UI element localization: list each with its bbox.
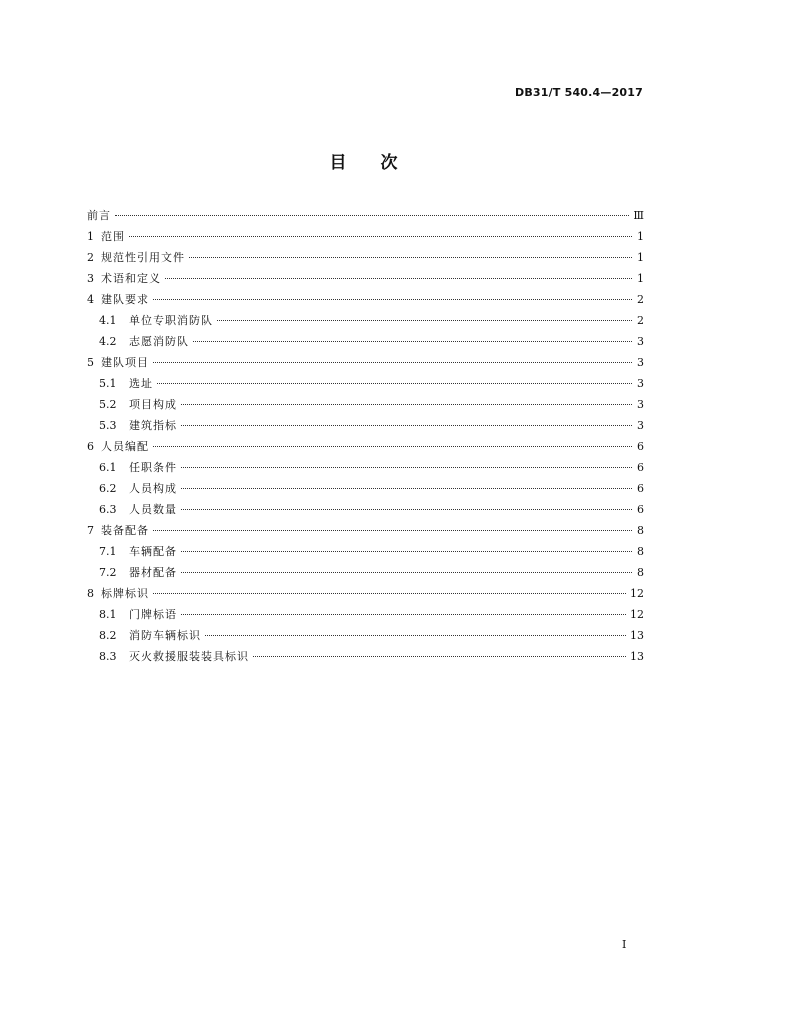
dot-leader <box>193 341 632 342</box>
toc-entry-number: 1 <box>87 230 94 243</box>
dot-leader <box>153 593 626 594</box>
toc-entry-label: 术语和定义 <box>101 272 161 285</box>
dot-leader <box>165 278 632 279</box>
document-code: DB31/T 540.4—2017 <box>515 86 643 99</box>
dot-leader <box>205 635 626 636</box>
toc-entry-number: 6 <box>87 440 94 453</box>
toc-entry[interactable] <box>87 541 644 562</box>
toc-entry-label: 任职条件 <box>129 461 177 474</box>
toc-entry[interactable] <box>87 205 644 226</box>
toc-entry-label: 建筑指标 <box>129 419 177 432</box>
dot-leader <box>115 215 629 216</box>
toc-entry-number: 7.1 <box>99 545 117 558</box>
toc-entry-label: 车辆配备 <box>129 545 177 558</box>
toc-entry[interactable] <box>87 436 644 457</box>
dot-leader <box>153 530 632 531</box>
toc-entry-number: 4.1 <box>99 314 117 327</box>
dot-leader <box>153 362 632 363</box>
toc-entry-page: 6 <box>637 461 644 474</box>
dot-leader <box>181 404 632 405</box>
toc-entry[interactable] <box>87 289 644 310</box>
toc-entry-label: 项目构成 <box>129 398 177 411</box>
toc-entry-number: 5.2 <box>99 398 117 411</box>
toc-entry-label: 前言 <box>87 209 111 222</box>
toc-entry-page: 3 <box>637 356 644 369</box>
toc-entry[interactable] <box>87 478 644 499</box>
toc-entry-number: 6.3 <box>99 503 117 516</box>
toc-entry[interactable] <box>87 394 644 415</box>
dot-leader <box>217 320 632 321</box>
toc-entry-page: 3 <box>637 335 644 348</box>
toc-entry-number: 7 <box>87 524 94 537</box>
toc-entry-label: 人员编配 <box>101 440 149 453</box>
toc-entry-number: 5.3 <box>99 419 117 432</box>
toc-entry-label: 门牌标语 <box>129 608 177 621</box>
toc-entry[interactable] <box>87 331 644 352</box>
dot-leader <box>189 257 632 258</box>
dot-leader <box>181 467 632 468</box>
toc-entry-label: 规范性引用文件 <box>101 251 185 264</box>
toc-entry-page: 1 <box>637 251 644 264</box>
toc-entry-page: 1 <box>637 272 644 285</box>
toc-entry-page: 13 <box>630 650 644 663</box>
toc-entry-number: 6.2 <box>99 482 117 495</box>
toc-entry[interactable] <box>87 310 644 331</box>
toc-entry-number: 6.1 <box>99 461 117 474</box>
toc-entry-page: 12 <box>630 587 644 600</box>
dot-leader <box>157 383 632 384</box>
toc-entry[interactable] <box>87 562 644 583</box>
toc-entry-page: 12 <box>630 608 644 621</box>
toc-entry-label: 人员数量 <box>129 503 177 516</box>
toc-entry[interactable] <box>87 268 644 289</box>
toc-entry-label: 志愿消防队 <box>129 335 189 348</box>
toc-entry[interactable] <box>87 247 644 268</box>
toc-entry[interactable] <box>87 373 644 394</box>
toc-entry-number: 4 <box>87 293 94 306</box>
toc-entry-page: 6 <box>637 440 644 453</box>
dot-leader <box>153 299 632 300</box>
toc-entry-page: 6 <box>637 503 644 516</box>
dot-leader <box>181 614 626 615</box>
toc-entry-number: 8.3 <box>99 650 117 663</box>
toc-entry-page: 2 <box>637 314 644 327</box>
toc-entry-label: 范围 <box>101 230 125 243</box>
toc-entry-label: 装备配备 <box>101 524 149 537</box>
table-of-contents <box>87 205 644 667</box>
toc-entry[interactable] <box>87 415 644 436</box>
toc-entry[interactable] <box>87 646 644 667</box>
toc-entry[interactable] <box>87 457 644 478</box>
toc-entry-label: 单位专职消防队 <box>129 314 213 327</box>
toc-entry-page: 8 <box>637 566 644 579</box>
dot-leader <box>153 446 632 447</box>
toc-entry-page: 13 <box>630 629 644 642</box>
toc-entry-page: Ⅲ <box>633 209 644 222</box>
toc-entry-label: 建队要求 <box>101 293 149 306</box>
dot-leader <box>181 572 632 573</box>
toc-entry-number: 5 <box>87 356 94 369</box>
toc-entry-page: 3 <box>637 419 644 432</box>
dot-leader <box>181 509 632 510</box>
toc-entry-number: 5.1 <box>99 377 117 390</box>
toc-entry-page: 3 <box>637 377 644 390</box>
toc-entry-number: 8.2 <box>99 629 117 642</box>
dot-leader <box>253 656 626 657</box>
toc-entry-page: 1 <box>637 230 644 243</box>
toc-entry[interactable] <box>87 499 644 520</box>
dot-leader <box>181 551 632 552</box>
toc-entry-page: 8 <box>637 545 644 558</box>
toc-entry-number: 3 <box>87 272 94 285</box>
toc-entry-page: 3 <box>637 398 644 411</box>
toc-entry[interactable] <box>87 604 644 625</box>
toc-entry-label: 选址 <box>129 377 153 390</box>
toc-entry-label: 标牌标识 <box>101 587 149 600</box>
toc-entry-page: 8 <box>637 524 644 537</box>
dot-leader <box>181 425 632 426</box>
toc-entry-label: 器材配备 <box>129 566 177 579</box>
toc-entry[interactable] <box>87 625 644 646</box>
toc-entry[interactable] <box>87 352 644 373</box>
page-title: 目次 <box>329 153 432 173</box>
toc-entry-label: 人员构成 <box>129 482 177 495</box>
dot-leader <box>129 236 632 237</box>
toc-entry-number: 4.2 <box>99 335 117 348</box>
toc-entry[interactable] <box>87 583 644 604</box>
toc-entry-label: 灭火救援服装装具标识 <box>129 650 249 663</box>
toc-entry[interactable] <box>87 520 644 541</box>
toc-entry-number: 8.1 <box>99 608 117 621</box>
toc-entry-page: 2 <box>637 293 644 306</box>
toc-entry-label: 消防车辆标识 <box>129 629 201 642</box>
toc-entry-number: 2 <box>87 251 94 264</box>
toc-entry-number: 8 <box>87 587 94 600</box>
toc-entry-label: 建队项目 <box>101 356 149 369</box>
page-number: I <box>622 938 627 951</box>
toc-entry-page: 6 <box>637 482 644 495</box>
toc-entry[interactable] <box>87 226 644 247</box>
toc-entry-number: 7.2 <box>99 566 117 579</box>
dot-leader <box>181 488 632 489</box>
